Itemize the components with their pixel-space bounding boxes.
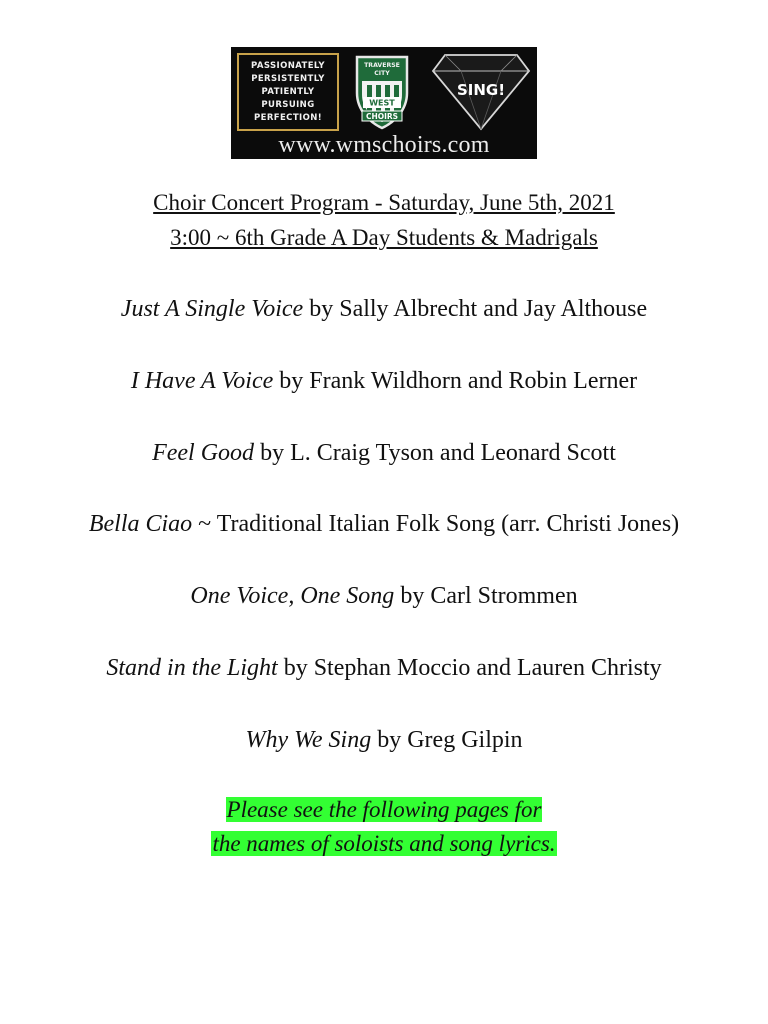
song-credit: by Stephan Moccio and Lauren Christy xyxy=(277,655,662,681)
program-item xyxy=(0,368,768,395)
song-title: Bella Ciao xyxy=(88,511,193,537)
song-credit: by Sally Albrecht and Jay Althouse xyxy=(303,296,648,322)
choir-banner xyxy=(231,47,537,159)
program-item xyxy=(0,511,768,538)
song-title: Why We Sing xyxy=(245,727,372,753)
program-item xyxy=(0,440,768,467)
shield-line: TRAVERSE xyxy=(364,62,400,69)
shield-line: CHOIRS xyxy=(365,112,399,121)
sing-diamond-logo xyxy=(431,51,531,131)
song-title: Feel Good xyxy=(152,440,255,466)
song-credit: by Greg Gilpin xyxy=(371,727,523,753)
song-credit: by Frank Wildhorn and Robin Lerner xyxy=(273,368,638,394)
motto-line: PURSUING xyxy=(261,99,315,110)
song-title: Just A Single Voice xyxy=(120,296,304,322)
song-credit: ~ Traditional Italian Folk Song (arr. Christi Jones) xyxy=(192,511,680,537)
motto-line: PASSIONATELY xyxy=(251,60,325,71)
program-title: Choir Concert Program - Saturday, June 5th, 2021 xyxy=(153,190,615,215)
shield-line: CITY xyxy=(374,70,390,77)
motto-line: PATIENTLY xyxy=(261,86,315,97)
shield-line: WEST xyxy=(369,98,395,108)
song-title: Stand in the Light xyxy=(106,655,278,681)
song-title: I Have A Voice xyxy=(130,368,274,394)
program-item xyxy=(0,655,768,682)
motto-box xyxy=(237,53,339,131)
diamond-text: SING! xyxy=(456,81,506,99)
song-title: One Voice, One Song xyxy=(190,583,395,609)
program-item xyxy=(0,727,768,754)
note-line xyxy=(0,831,768,857)
program-item xyxy=(0,296,768,323)
west-choirs-shield-logo xyxy=(353,53,411,131)
note-highlight: the names of soloists and song lyrics. xyxy=(212,831,556,856)
program-subtitle: 3:00 ~ 6th Grade A Day Students & Madrigals xyxy=(170,225,598,250)
motto-line: PERSISTENTLY xyxy=(251,73,325,84)
note-line xyxy=(0,797,768,823)
website-url[interactable]: www.wmschoirs.com xyxy=(278,132,490,158)
program-item xyxy=(0,583,768,610)
note-highlight: Please see the following pages for xyxy=(226,797,542,822)
song-credit: by L. Craig Tyson and Leonard Scott xyxy=(254,440,616,466)
motto-line: PERFECTION! xyxy=(253,112,322,123)
song-credit: by Carl Strommen xyxy=(394,583,578,609)
